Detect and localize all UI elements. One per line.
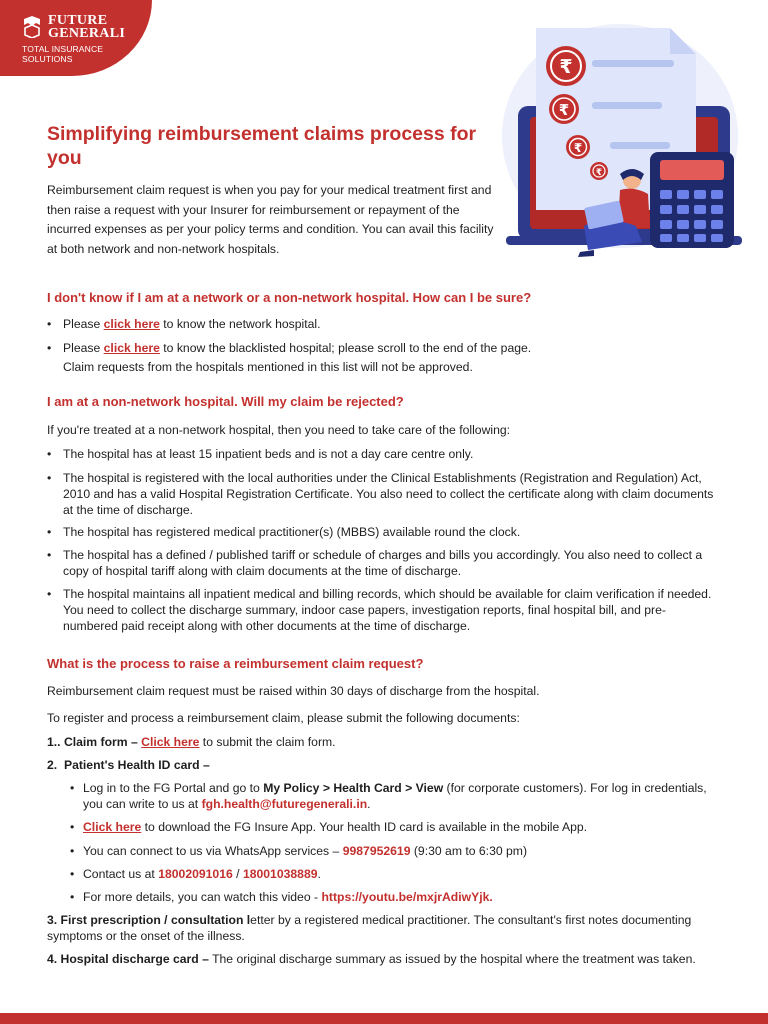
section1-bullet-blacklist: • Please click here to know the blacklisted hospital; please scroll to the end of the page.	[47, 340, 717, 356]
brand-tagline: TOTAL INSURANCE SOLUTIONS	[22, 44, 104, 64]
brand-name-line2: GENERALI	[48, 26, 126, 41]
fg-insure-app-link[interactable]: Click here	[83, 820, 142, 834]
doc-item-claim-form: 1.. Claim form – Click here to submit the claim form.	[47, 735, 336, 749]
doc-item-prescription: 3. First prescription / consultation letter by a registered medical practitioner. The consultant's first notes documenting symptoms or the onset of the illness.	[47, 913, 692, 943]
section1-blacklist-note: Claim requests from the hospitals mentioned in this list will not be approved.	[63, 360, 473, 374]
section2-bullet-tariff: • The hospital has a defined / published tariff or schedule of charges and bills you accordingly. You also need to collect a copy of hospital tariff along with claim documents at the time of discharge.	[47, 547, 717, 579]
section1-heading: I don't know if I am at a network or a non-network hospital. How can I be sure?	[47, 290, 532, 305]
contact-phone-2[interactable]: 18001038889	[242, 867, 318, 881]
brand-name-line1: FUTURE	[48, 13, 108, 28]
footer-bar	[0, 1013, 768, 1024]
support-email-link[interactable]: fgh.health@futuregenerali.in	[201, 797, 368, 811]
intro-paragraph: Reimbursement claim request is when you pay for your medical treatment first and then raise a request with your Insurer for reimbursement or repayment of the incurred expenses as per your policy terms and condition. You can avail this facility at both network and non-network hospitals.	[47, 183, 494, 256]
svg-text:₹: ₹	[558, 101, 570, 119]
calculator-icon	[650, 152, 734, 248]
svg-text:₹: ₹	[595, 168, 603, 178]
section2-bullet-beds: • The hospital has at least 15 inpatient beds and is not a day care centre only.	[47, 446, 717, 462]
section3-deadline: Reimbursement claim request must be raised within 30 days of discharge from the hospital.	[47, 684, 540, 698]
network-hospital-link[interactable]: click here	[103, 317, 160, 331]
video-link[interactable]: https://youtu.be/mxjrAdiwYjk	[321, 890, 490, 904]
section3-documents-intro: To register and process a reimbursement claim, please submit the following documents:	[47, 711, 520, 725]
health-id-contact-bullet: • Contact us at 18002091016 / 18001038889.	[70, 866, 720, 882]
health-id-video-bullet: • For more details, you can watch this video - https://youtu.be/mxjrAdiwYjk.	[70, 889, 720, 905]
doc-item-discharge-card: 4. Hospital discharge card – The original discharge summary as issued by the hospital where the treatment was taken.	[47, 952, 696, 966]
blacklisted-hospital-link[interactable]: click here	[103, 341, 160, 355]
section2-bullet-records: • The hospital maintains all inpatient medical and billing records, which should be available for claim verification if needed. You need to collect the discharge summary, indoor case papers, investigation reports, final hospital bill, and pre-numbered paid receipt along with other documents at the time of discharge.	[47, 586, 717, 634]
doc-item-health-id: 2. Patient's Health ID card –	[47, 758, 210, 772]
health-id-whatsapp-bullet: • You can connect to us via WhatsApp services – 9987952619 (9:30 am to 6:30 pm)	[70, 843, 720, 859]
health-id-app-bullet: • Click here to download the FG Insure App. Your health ID card is available in the mobile App.	[70, 819, 720, 835]
page-title: Simplifying reimbursement claims process for you	[47, 123, 477, 169]
contact-phone-1[interactable]: 18002091016	[158, 867, 233, 881]
rupee-coin-icon	[546, 46, 586, 86]
svg-text:₹: ₹	[573, 141, 583, 155]
section2-bullet-practitioner: • The hospital has registered medical practitioner(s) (MBBS) available round the clock.	[47, 524, 717, 540]
brand-logo	[0, 0, 152, 76]
section2-heading: I am at a non-network hospital. Will my claim be rejected?	[47, 394, 404, 409]
section2-intro: If you're treated at a non-network hospital, then you need to take care of the following:	[47, 423, 511, 437]
section2-bullet-registration: • The hospital is registered with the local authorities under the Clinical Establishments (Registration and Regulation) Act, 2010 and has a valid Hospital Registration Certificate. You also need to collect the certificate along with claim documents at the time of discharge.	[47, 470, 717, 518]
health-id-portal-bullet: • Log in to the FG Portal and go to My Policy > Health Card > View (for corporate customers). For log in credentials, you can write to us at fgh.health@futuregenerali.in.	[70, 780, 720, 812]
section3-heading: What is the process to raise a reimbursement claim request?	[47, 656, 424, 671]
svg-text:₹: ₹	[559, 56, 573, 78]
section1-bullet-network: • Please click here to know the network hospital.	[47, 316, 717, 332]
portal-menu-path: My Policy > Health Card > View	[263, 781, 444, 795]
claims-illustration	[500, 14, 768, 262]
whatsapp-number[interactable]: 9987952619	[342, 844, 411, 858]
claim-form-link[interactable]: Click here	[141, 735, 200, 749]
brand-lion-icon	[22, 16, 42, 38]
